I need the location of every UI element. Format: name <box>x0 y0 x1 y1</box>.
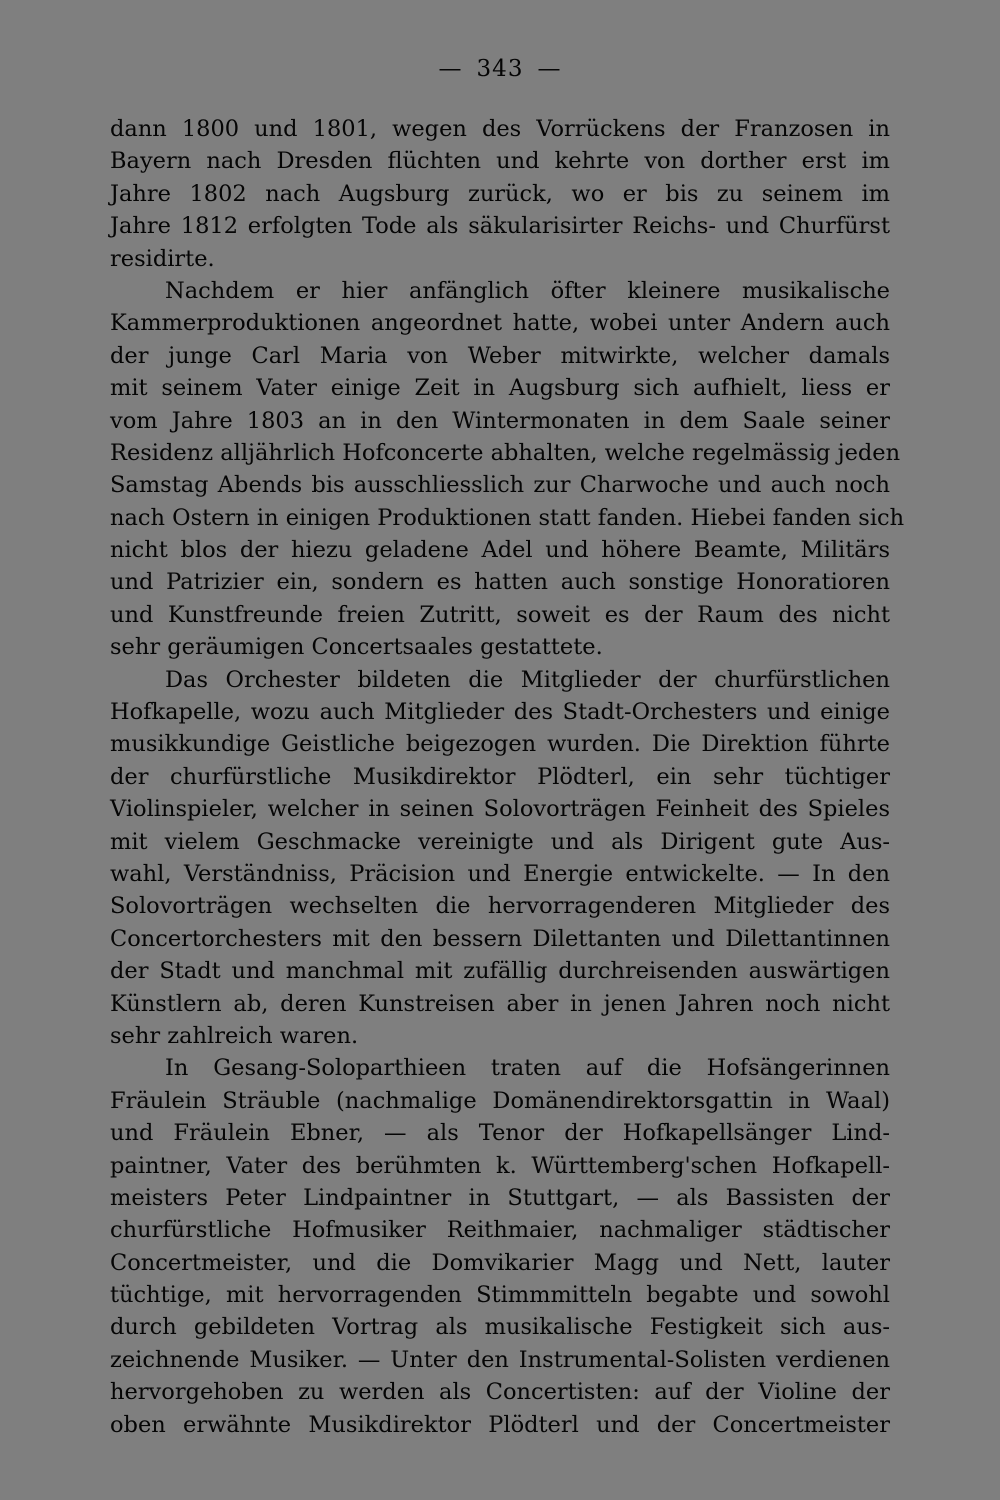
text-line: zeichnende Musiker. — Unter den Instrumental-Solisten verdienen <box>110 1346 890 1373</box>
text-line: Samstag Abends bis ausschliesslich zur Charwoche und auch noch <box>110 472 890 499</box>
text-line: hervorgehoben zu werden als Concertisten: auf der Violine der <box>110 1379 890 1406</box>
text-line: Künstlern ab, deren Kunstreisen aber in jenen Jahren noch nicht <box>110 990 890 1017</box>
page-number: 343 <box>476 56 524 82</box>
text-line: nach Ostern in einigen Produktionen statt fanden. Hiebei fanden sich <box>110 504 905 531</box>
text-line: nicht blos der hiezu geladene Adel und höhere Beamte, Militärs <box>110 537 890 564</box>
text-line: sehr zahlreich waren. <box>110 1022 359 1049</box>
text-line: residirte. <box>110 245 215 272</box>
text-line: Concertmeister, und die Domvikarier Magg und Nett, lauter <box>110 1249 890 1276</box>
header-dash-right: — <box>537 56 562 82</box>
text-line: und Kunstfreunde freien Zutritt, soweit es der Raum des nicht <box>110 601 890 628</box>
text-line: und Fräulein Ebner, — als Tenor der Hofkapellsänger Lind- <box>110 1120 890 1147</box>
text-line: der Stadt und manchmal mit zufällig durchreisenden auswärtigen <box>110 958 890 985</box>
text-line: der churfürstliche Musikdirektor Plödterl, ein sehr tüchtiger <box>110 763 890 790</box>
text-line: oben erwähnte Musikdirektor Plödterl und der Concertmeister <box>110 1411 890 1438</box>
text-line: Hofkapelle, wozu auch Mitglieder des Stadt-Orchesters und einige <box>110 699 890 726</box>
text-line: mit vielem Geschmacke vereinigte und als Dirigent gute Aus- <box>110 828 890 855</box>
text-line: tüchtige, mit hervorragenden Stimmmitteln begabte und sowohl <box>110 1282 890 1309</box>
text-line: Jahre 1812 erfolgten Tode als säkularisirter Reichs- und Churfürst <box>110 213 890 240</box>
text-line: Jahre 1802 nach Augsburg zurück, wo er bis zu seinem im <box>110 180 890 207</box>
text-line: und Patrizier ein, sondern es hatten auch sonstige Honoratioren <box>110 569 890 596</box>
page-header <box>0 56 1000 82</box>
text-line: In Gesang-Soloparthieen traten auf die Hofsängerinnen <box>165 1055 890 1082</box>
text-line: churfürstliche Hofmusiker Reithmaier, nachmaliger städtischer <box>110 1217 890 1244</box>
text-line: sehr geräumigen Concertsaales gestattete. <box>110 634 603 661</box>
text-line: der junge Carl Maria von Weber mitwirkte, welcher damals <box>110 342 890 369</box>
text-line: mit seinem Vater einige Zeit in Augsburg sich aufhielt, liess er <box>110 375 890 402</box>
text-line: Kammerproduktionen angeordnet hatte, wobei unter Andern auch <box>110 310 890 337</box>
text-line: wahl, Verständniss, Präcision und Energie entwickelte. — In den <box>110 860 890 887</box>
text-line: durch gebildeten Vortrag als musikalische Festigkeit sich aus- <box>110 1314 890 1341</box>
text-line: paintner, Vater des berühmten k. Württemberg'schen Hofkapell- <box>110 1152 890 1179</box>
text-line: vom Jahre 1803 an in den Wintermonaten in dem Saale seiner <box>110 407 890 434</box>
text-line: Das Orchester bildeten die Mitglieder der churfürstlichen <box>165 666 890 693</box>
text-line: Violinspieler, welcher in seinen Solovorträgen Feinheit des Spieles <box>110 796 890 823</box>
header-dash-left: — <box>438 56 463 82</box>
text-line: Fräulein Sträuble (nachmalige Domänendirektorsgattin in Waal) <box>110 1087 890 1114</box>
text-line: Solovorträgen wechselten die hervorragenderen Mitglieder des <box>110 893 890 920</box>
body-text <box>110 113 905 1441</box>
text-line: Concertorchesters mit den bessern Dilettanten und Dilettantinnen <box>110 925 890 952</box>
text-line: musikkundige Geistliche beigezogen wurden. Die Direktion führte <box>110 731 890 758</box>
text-line: Residenz alljährlich Hofconcerte abhalten, welche regelmässig jeden <box>110 439 901 466</box>
text-line: dann 1800 und 1801, wegen des Vorrückens der Franzosen in <box>110 116 890 142</box>
text-line: meisters Peter Lindpaintner in Stuttgart, — als Bassisten der <box>110 1184 890 1211</box>
text-line: Nachdem er hier anfänglich öfter kleinere musikalische <box>165 277 890 304</box>
text-line: Bayern nach Dresden flüchten und kehrte von dorther erst im <box>110 148 890 175</box>
